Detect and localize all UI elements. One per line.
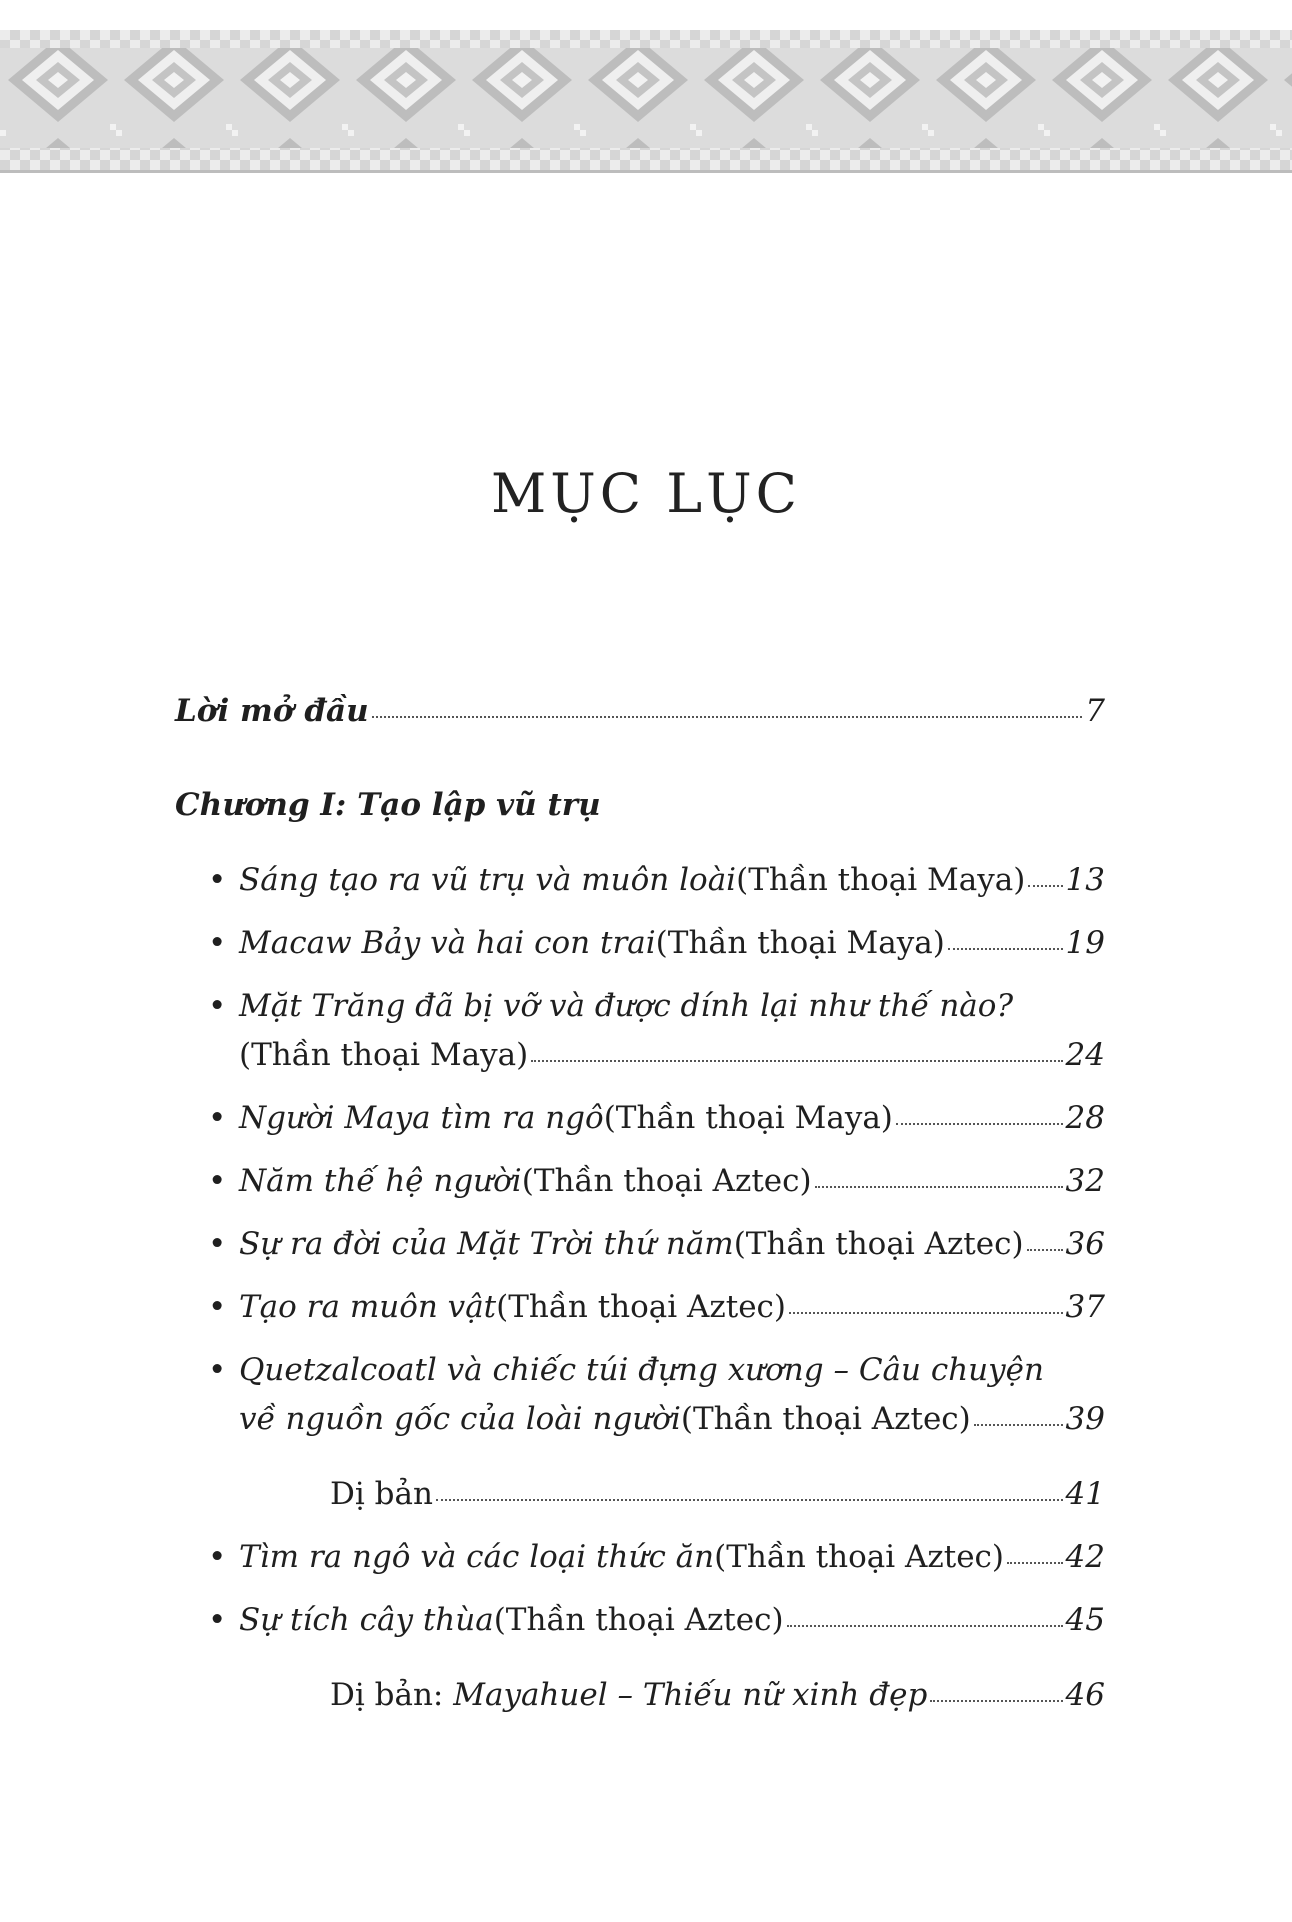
page-title: MỤC LỤC bbox=[491, 462, 801, 525]
toc-entry-title: Mặt Trăng đã bị vỡ và được dính lại như thế nào? bbox=[239, 988, 1014, 1024]
toc-entry-source: (Thần thoại Maya) bbox=[239, 1037, 529, 1073]
toc-page-number: 39 bbox=[1065, 1401, 1105, 1437]
toc-entry[interactable] bbox=[239, 1401, 1105, 1437]
toc-entry[interactable] bbox=[208, 1289, 1105, 1325]
toc-entry-line[interactable] bbox=[208, 1352, 1044, 1388]
toc-entry-source: (Thần thoại Maya) bbox=[603, 1100, 893, 1136]
toc-page-number: 45 bbox=[1065, 1602, 1105, 1638]
leader-dots bbox=[531, 1058, 1062, 1062]
bullet: • bbox=[208, 988, 227, 1024]
toc-entry[interactable] bbox=[208, 862, 1105, 898]
toc-entry[interactable] bbox=[208, 1163, 1105, 1199]
toc-entry-title: Tìm ra ngô và các loại thức ăn bbox=[239, 1539, 715, 1575]
toc-entry-intro[interactable] bbox=[175, 693, 1105, 729]
bullet: • bbox=[208, 862, 227, 898]
toc-subentry-title: Dị bản: bbox=[330, 1677, 454, 1713]
toc-entry-source: (Thần thoại Aztec) bbox=[493, 1602, 784, 1638]
toc-entry[interactable] bbox=[208, 1100, 1105, 1136]
toc-entry-source: (Thần thoại Aztec) bbox=[714, 1539, 1004, 1575]
toc-entry-title: Tạo ra muôn vật bbox=[239, 1289, 497, 1325]
toc-entry-source: (Thần thoại Maya) bbox=[736, 862, 1026, 898]
toc-page-number: 36 bbox=[1065, 1226, 1105, 1262]
toc-page-number: 13 bbox=[1065, 862, 1105, 898]
bullet: • bbox=[208, 1100, 227, 1136]
toc-entry-title: Sáng tạo ra vũ trụ và muôn loài bbox=[239, 862, 737, 898]
toc-entry[interactable] bbox=[208, 925, 1105, 961]
toc-page-number: 42 bbox=[1065, 1539, 1105, 1575]
toc-entry[interactable] bbox=[208, 1226, 1105, 1262]
bullet: • bbox=[208, 1352, 227, 1388]
toc-entry-source: (Thần thoại Aztec) bbox=[733, 1226, 1024, 1262]
toc-page-number: 32 bbox=[1065, 1163, 1105, 1199]
leader-dots bbox=[1027, 1247, 1063, 1251]
leader-dots bbox=[436, 1497, 1063, 1501]
toc-page-number: 24 bbox=[1065, 1037, 1105, 1073]
toc-entry-title: Macaw Bảy và hai con trai bbox=[239, 925, 656, 961]
leader-dots bbox=[1028, 883, 1062, 887]
toc-entry-title: Năm thế hệ người bbox=[239, 1163, 522, 1199]
toc-subentry-title: Dị bản bbox=[330, 1476, 433, 1512]
toc-entry-title: Sự ra đời của Mặt Trời thứ năm bbox=[239, 1226, 734, 1262]
toc-entry[interactable] bbox=[239, 1037, 1105, 1073]
toc-page-number: 46 bbox=[1065, 1677, 1105, 1713]
toc-subentry[interactable] bbox=[330, 1677, 1105, 1713]
leader-dots bbox=[815, 1184, 1063, 1188]
toc-subentry[interactable] bbox=[330, 1476, 1105, 1512]
toc-entry-title-continued: về nguồn gốc của loài người bbox=[239, 1401, 681, 1437]
toc-subentry-italic: Mayahuel – Thiếu nữ xinh đẹp bbox=[453, 1677, 928, 1713]
bullet: • bbox=[208, 1602, 227, 1638]
bullet: • bbox=[208, 1289, 227, 1325]
toc-entry-title: Người Maya tìm ra ngô bbox=[239, 1100, 604, 1136]
bullet: • bbox=[208, 1163, 227, 1199]
toc-page-number: 19 bbox=[1065, 925, 1105, 961]
leader-dots bbox=[787, 1623, 1063, 1627]
bullet: • bbox=[208, 925, 227, 961]
leader-dots bbox=[372, 714, 1083, 718]
toc-entry-source: (Thần thoại Maya) bbox=[655, 925, 945, 961]
toc-entry-source: (Thần thoại Aztec) bbox=[496, 1289, 787, 1325]
toc-entry-title: Sự tích cây thùa bbox=[239, 1602, 494, 1638]
bullet: • bbox=[208, 1539, 227, 1575]
toc-entry-title: Lời mở đầu bbox=[175, 693, 369, 729]
leader-dots bbox=[789, 1310, 1063, 1314]
decorative-ornament-border bbox=[0, 30, 1292, 185]
toc-page-number: 28 bbox=[1065, 1100, 1105, 1136]
leader-dots bbox=[930, 1698, 1062, 1702]
toc-page-number: 41 bbox=[1065, 1476, 1105, 1512]
chapter-heading: Chương I: Tạo lập vũ trụ bbox=[175, 787, 601, 823]
toc-page-number: 7 bbox=[1085, 693, 1105, 729]
toc-entry-line[interactable] bbox=[208, 988, 1014, 1024]
leader-dots bbox=[948, 946, 1063, 950]
toc-entry[interactable] bbox=[208, 1602, 1105, 1638]
bullet: • bbox=[208, 1226, 227, 1262]
leader-dots bbox=[896, 1121, 1063, 1125]
toc-entry[interactable] bbox=[208, 1539, 1105, 1575]
toc-entry-source: (Thần thoại Aztec) bbox=[680, 1401, 971, 1437]
toc-page-number: 37 bbox=[1065, 1289, 1105, 1325]
toc-entry-source: (Thần thoại Aztec) bbox=[521, 1163, 812, 1199]
leader-dots bbox=[974, 1422, 1063, 1426]
leader-dots bbox=[1007, 1560, 1063, 1564]
toc-entry-title: Quetzalcoatl và chiếc túi đựng xương – Câu chuyện bbox=[239, 1352, 1044, 1388]
